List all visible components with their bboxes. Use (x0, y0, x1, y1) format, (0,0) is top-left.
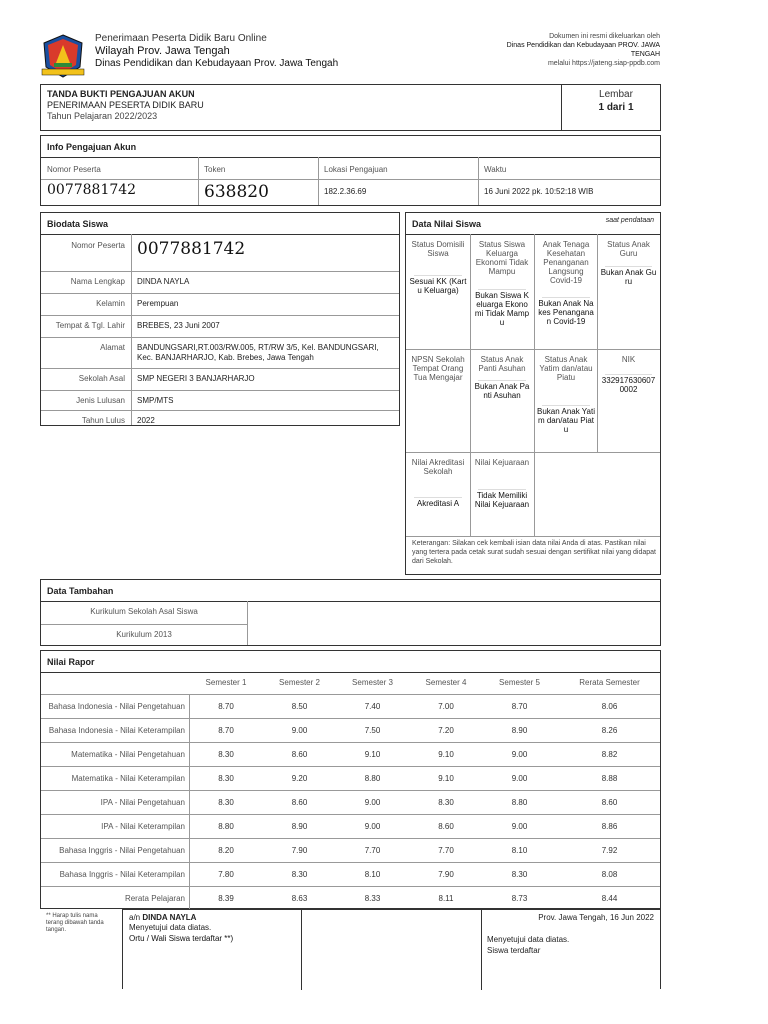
info-waktu: 16 Juni 2022 pk. 10:52:18 WIB (484, 187, 594, 196)
rapor-cell: 9.00 (364, 798, 381, 807)
nilai-cell-value: Bukan Anak Guru (600, 268, 657, 286)
rapor-cell: 8.08 (601, 870, 618, 879)
rapor-cell: 8.80 (218, 822, 234, 831)
rapor-cell: 9.00 (511, 750, 528, 759)
rapor-cell: 8.73 (511, 894, 528, 903)
info-label-3: Waktu (484, 165, 507, 174)
rapor-cell: 8.50 (291, 702, 308, 711)
biodata-section (40, 212, 400, 426)
header-line1: Penerimaan Peserta Didik Baru Online (95, 33, 267, 44)
nilai-cell-label: Status Domisili Siswa (411, 240, 465, 258)
footer-approve2: Menyetujui data diatas. (487, 935, 570, 944)
info-title: Info Pengajuan Akun (47, 142, 137, 152)
nilai-cell-value: Bukan Anak Nakes Penanganan Covid-19 (538, 299, 594, 326)
rapor-cell: 8.70 (511, 702, 528, 711)
rapor-title: Nilai Rapor (47, 657, 95, 667)
rapor-cell: 8.26 (601, 726, 618, 735)
rapor-cell: 8.33 (364, 894, 381, 903)
rapor-cell: 8.20 (218, 846, 234, 855)
rapor-cell: 7.70 (364, 846, 381, 855)
nilai-cell-label: Status Anak Yatim dan/atau Piatu (539, 355, 593, 382)
rapor-cell: 8.80 (364, 774, 381, 783)
rapor-cell: 8.60 (438, 822, 454, 831)
footer-role2: Siswa terdaftar (487, 946, 541, 955)
footer-role1: Ortu / Wali Siswa terdaftar **) (129, 934, 234, 943)
rapor-cell: 8.30 (218, 774, 234, 783)
rapor-cell: 9.00 (511, 774, 528, 783)
header-right4: melalui https://jateng.siap-ppdb.com (547, 60, 660, 67)
biodata-title: Biodata Siswa (47, 219, 109, 229)
rapor-row-name: Matematika - Nilai Pengetahuan (71, 750, 185, 759)
info-nomor-peserta: 0077881742 (47, 182, 137, 198)
rapor-cell: 8.60 (601, 798, 618, 807)
rapor-cell: 8.30 (291, 870, 308, 879)
title-sub: PENERIMAAN PESERTA DIDIK BARU (47, 100, 204, 110)
nilai-cell-value: 3329176306070002 (601, 376, 656, 394)
nilai-cell-value: Bukan Siswa Keluarga Ekonomi Tidak Mampu (474, 291, 530, 327)
nilai-title: Data Nilai Siswa (412, 219, 482, 229)
rapor-cell: 7.20 (438, 726, 454, 735)
header-line3: Dinas Pendidikan dan Kebudayaan Prov. Jawa Tengah (95, 58, 339, 69)
footer-place-date: Prov. Jawa Tengah, 16 Jun 2022 (538, 913, 654, 922)
rapor-cell: 8.10 (511, 846, 528, 855)
biodata-label: Nama Lengkap (70, 277, 125, 286)
rapor-cell: 7.70 (438, 846, 454, 855)
rapor-cell: 9.00 (364, 822, 381, 831)
signature-area (122, 909, 661, 989)
rapor-cell: 7.80 (218, 870, 234, 879)
nilai-cell-label: Nilai Kejuaraan (474, 458, 530, 467)
info-label-1: Token (204, 165, 226, 174)
rapor-cell: 8.30 (438, 798, 454, 807)
rapor-cell: 8.39 (218, 894, 234, 903)
nilai-note: saat pendataan (605, 217, 654, 224)
info-label-0: Nomor Peserta (47, 165, 101, 174)
rapor-row-name: Bahasa Indonesia - Nilai Keterampilan (48, 726, 185, 735)
rapor-cell: 8.86 (601, 822, 618, 831)
rapor-row-name: Bahasa Inggris - Nilai Pengetahuan (59, 846, 185, 855)
header-right3: TENGAH (630, 51, 660, 58)
biodata-value: SMP/MTS (137, 396, 174, 405)
nilai-cell-label: Nilai Akreditasi Sekolah (411, 458, 465, 476)
biodata-value: DINDA NAYLA (137, 277, 190, 286)
biodata-label: Nomor Peserta (71, 241, 125, 250)
rapor-section (40, 650, 661, 909)
nilai-cell-value: Akreditasi A (416, 499, 460, 508)
nilai-cell-label: NPSN Sekolah Tempat Orang Tua Mengajar (411, 355, 465, 382)
info-label-2: Lokasi Pengajuan (324, 165, 388, 174)
rapor-cell: 8.30 (218, 798, 234, 807)
nilai-cell-value: Bukan Anak Yatim dan/atau Piatu (537, 407, 595, 434)
biodata-value: Perempuan (137, 299, 179, 308)
rapor-header: Rerata Semester (579, 678, 640, 687)
nilai-cell-label: NIK (621, 355, 636, 364)
biodata-label: Alamat (100, 343, 125, 352)
rapor-cell: 7.92 (601, 846, 618, 855)
rapor-row-name: IPA - Nilai Pengetahuan (100, 798, 185, 807)
rapor-cell: 8.70 (218, 702, 234, 711)
tambahan-label: Kurikulum Sekolah Asal Siswa (90, 607, 198, 616)
rapor-cell: 8.88 (601, 774, 618, 783)
rapor-row-name: Matematika - Nilai Keterampilan (71, 774, 185, 783)
rapor-cell: 7.90 (438, 870, 454, 879)
biodata-label: Kelamin (96, 299, 125, 308)
nilai-cell-value: Bukan Anak Panti Asuhan (474, 382, 530, 400)
biodata-nomor-peserta: 0077881742 (137, 239, 246, 259)
biodata-value: SMP NEGERI 3 BANJARHARJO (137, 374, 255, 383)
rapor-cell: 8.30 (511, 870, 528, 879)
title-main: TANDA BUKTI PENGAJUAN AKUN (47, 89, 195, 99)
rapor-cell: 9.00 (511, 822, 528, 831)
footer-an-name: DINDA NAYLA (142, 913, 197, 922)
rapor-header: Semester 2 (279, 678, 320, 687)
rapor-row-name: Bahasa Indonesia - Nilai Pengetahuan (48, 702, 185, 711)
rapor-cell: 9.00 (291, 726, 308, 735)
rapor-cell: 8.60 (291, 798, 308, 807)
rapor-cell: 7.90 (291, 846, 308, 855)
nilai-cell-label: Status Anak Panti Asuhan (478, 355, 526, 373)
rapor-cell: 7.50 (364, 726, 381, 735)
sheet-label: Lembar (599, 89, 633, 100)
biodata-label: Tempat & Tgl. Lahir (55, 321, 125, 330)
rapor-cell: 8.11 (438, 894, 454, 903)
rapor-cell: 9.10 (438, 750, 454, 759)
info-section (40, 135, 661, 206)
biodata-value: BANDUNGSARI,RT.003/RW.005, RT/RW 3/5, Kel. BANDUNGSARI, Kec. BANJARHARJO, Kab. Brebes, Jawa Tengah (137, 343, 379, 362)
rapor-cell: 8.06 (601, 702, 618, 711)
footer-an-prefix: a/n (129, 913, 141, 922)
sheet-value: 1 dari 1 (598, 102, 634, 113)
header-right1: Dokumen ini resmi dikeluarkan oleh (549, 33, 660, 40)
rapor-cell: 7.40 (364, 702, 381, 711)
rapor-cell: 8.90 (511, 726, 528, 735)
rapor-cell: 8.82 (601, 750, 618, 759)
tambahan-value: Kurikulum 2013 (116, 630, 172, 639)
biodata-value: 2022 (137, 416, 155, 425)
nilai-cell-value: Sesuai KK (Kartu Keluarga) (409, 277, 467, 295)
title-box (40, 84, 661, 131)
rapor-cell: 8.80 (511, 798, 528, 807)
tambahan-section (40, 579, 661, 646)
info-lokasi: 182.2.36.69 (324, 187, 367, 196)
footer-approve1: Menyetujui data diatas. (129, 923, 212, 932)
rapor-cell: 8.30 (218, 750, 234, 759)
rapor-row-name: Rerata Pelajaran (124, 894, 185, 903)
nilai-cell-value: Tidak Memiliki Nilai Kejuaraan (474, 491, 530, 509)
rapor-cell: 8.10 (364, 870, 381, 879)
rapor-cell: 8.44 (601, 894, 618, 903)
rapor-cell: 7.00 (438, 702, 454, 711)
rapor-cell: 8.90 (291, 822, 308, 831)
rapor-header: Semester 3 (352, 678, 393, 687)
biodata-label: Jenis Lulusan (76, 396, 125, 405)
nilai-cell-label: Anak Tenaga Kesehatan Penanganan Langsung Covid-19 (542, 240, 590, 285)
tambahan-title: Data Tambahan (47, 586, 114, 596)
info-token: 638820 (204, 182, 269, 202)
biodata-value: BREBES, 23 Juni 2007 (137, 321, 220, 330)
biodata-label: Sekolah Asal (78, 374, 125, 383)
rapor-cell: 8.60 (291, 750, 308, 759)
nilai-section (405, 212, 661, 575)
rapor-cell: 9.20 (291, 774, 308, 783)
rapor-cell: 8.63 (291, 894, 308, 903)
nilai-keterangan: Keterangan: Silakan cek kembali isian data nilai Anda di atas. Pastikan nilai yang tertera pada cetak surat sudah sesuai dengan sertifikat nilai yang didapat dari Sekolah. (412, 540, 656, 565)
biodata-label: Tahun Lulus (81, 416, 125, 425)
header-right2: Dinas Pendidikan dan Kebudayaan PROV. JAWA (506, 42, 660, 49)
rapor-row-name: IPA - Nilai Keterampilan (101, 822, 185, 831)
logo (40, 33, 86, 79)
rapor-cell: 8.70 (218, 726, 234, 735)
rapor-cell: 9.10 (438, 774, 454, 783)
title-year: Tahun Pelajaran 2022/2023 (47, 111, 158, 121)
rapor-header: Semester 5 (499, 678, 540, 687)
rapor-row-name: Bahasa Inggris - Nilai Keterampilan (59, 870, 185, 879)
nilai-cell-label: Status Anak Guru (607, 240, 650, 258)
nilai-cell-label: Status Siswa Keluarga Ekonomi Tidak Mampu (475, 240, 529, 276)
rapor-header: Semester 4 (425, 678, 467, 687)
footer-note: ** Harap tulis nama terang dibawah tanda tangan. (46, 913, 104, 933)
rapor-header: Semester 1 (205, 678, 247, 687)
header-line2: Wilayah Prov. Jawa Tengah (95, 45, 230, 57)
rapor-cell: 9.10 (364, 750, 381, 759)
